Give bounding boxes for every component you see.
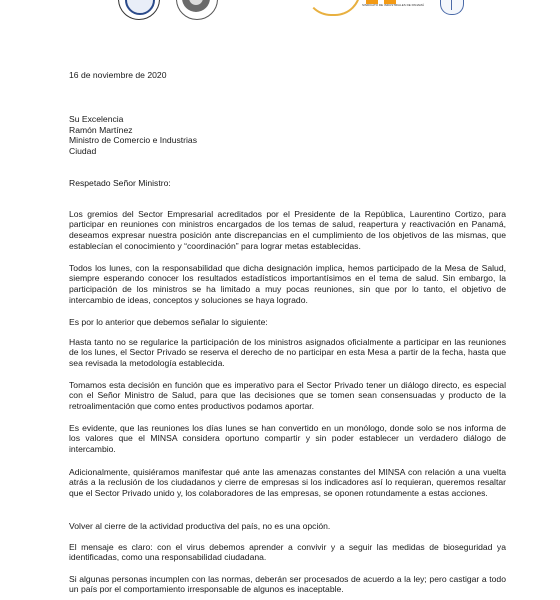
chamber-seal-logo bbox=[118, 0, 160, 20]
association-seal-logo bbox=[176, 0, 218, 20]
shield-logo bbox=[440, 0, 464, 15]
paragraph-10: Si algunas personas incumplen con las normas, deberán ser procesados de acuerdo a la ley; pero castigar a todo un país por el comportamiento irresponsable de algunos es inaceptable. bbox=[69, 573, 506, 595]
recipient-name: Ramón Martínez bbox=[69, 124, 133, 135]
paragraph-9: El mensaje es claro: con el virus debemos aprender a convivir y a seguir las medidas de bioseguridad ya identificadas, como una responsabilidad ciudadana. bbox=[69, 541, 506, 563]
letter-date: 16 de noviembre de 2020 bbox=[69, 70, 167, 80]
sip-caption: SINDICATO DE INDUSTRIALES DE PANAMÁ bbox=[362, 3, 425, 7]
paragraph-7: Adicionalmente, quisiéramos manifestar qué ante las amenazas constantes del MINSA con relación a una vuelta atrás a la reclusión de los ciudadanos y cierre de empresas si los indicadores así lo requieran, queremos resaltar que el Sector Privado unido y, los colaboradores de las empresas, se oponen rotundamente a estas acciones. bbox=[69, 466, 506, 498]
salutation: Respetado Señor Ministro: bbox=[69, 178, 171, 188]
paragraph-8: Volver al cierre de la actividad productiva del país, no es una opción. bbox=[69, 520, 331, 531]
paragraph-3: Es por lo anterior que debemos señalar lo siguiente: bbox=[69, 316, 268, 327]
paragraph-6: Es evidente, que las reuniones los días lunes se han convertido en un monólogo, donde solo se nos informa de los valores que el MINSA considera oportuno compartir y sin poder establecer un verdadero diálogo de intercambio. bbox=[69, 422, 506, 454]
paragraph-5: Tomamos esta decisión en función que es imperativo para el Sector Privado tener un diálogo directo, es especial con el Señor Ministro de Salud, para que las decisiones que se tomen sean consensuadas y producto de la retroalimentación que como entes productivos podamos aportar. bbox=[69, 379, 506, 411]
letterhead-logos bbox=[0, 0, 560, 16]
sip-logo bbox=[362, 0, 430, 10]
recipient-city: Ciudad bbox=[69, 145, 97, 156]
paragraph-1: Los gremios del Sector Empresarial acreditados por el Presidente de la República, Laurentino Cortizo, para participar en reuniones con ministros encargados de los temas de salud, reapertura y reactivación en Panamá, deseamos expresar nuestra posición ante discrepancias en el cumplimiento de los objetivos de las mismas, que establecían el conocimiento y “coordinación” para lograr metas establecidas. bbox=[69, 208, 506, 251]
paragraph-4: Hasta tanto no se regularice la participación de los ministros asignados oficialmente a participar en las reuniones de los lunes, el Sector Privado se reserva el derecho de no participar en esta Mesa a partir de la fecha, hasta que sea revisada la metodología establecida. bbox=[69, 336, 506, 368]
recipient-position: Ministro de Comercio e Industrias bbox=[69, 135, 197, 145]
paragraph-2: Todos los lunes, con la responsabilidad que dicha designación implica, hemos participado de la Mesa de Salud, siempre esperando conocer los resultados estadísticos importantísimos en el tema de salud. Sin embargo, la participación de los ministros se ha limitado a muy pocas reuniones, sin que por lo tanto, el objetivo de intercambio de ideas, conceptos y soluciones se haya logrado. bbox=[69, 262, 506, 305]
recipient-title: Su Excelencia bbox=[69, 114, 124, 124]
brand-arc-logo bbox=[305, 0, 361, 16]
recipient-block bbox=[69, 114, 197, 156]
